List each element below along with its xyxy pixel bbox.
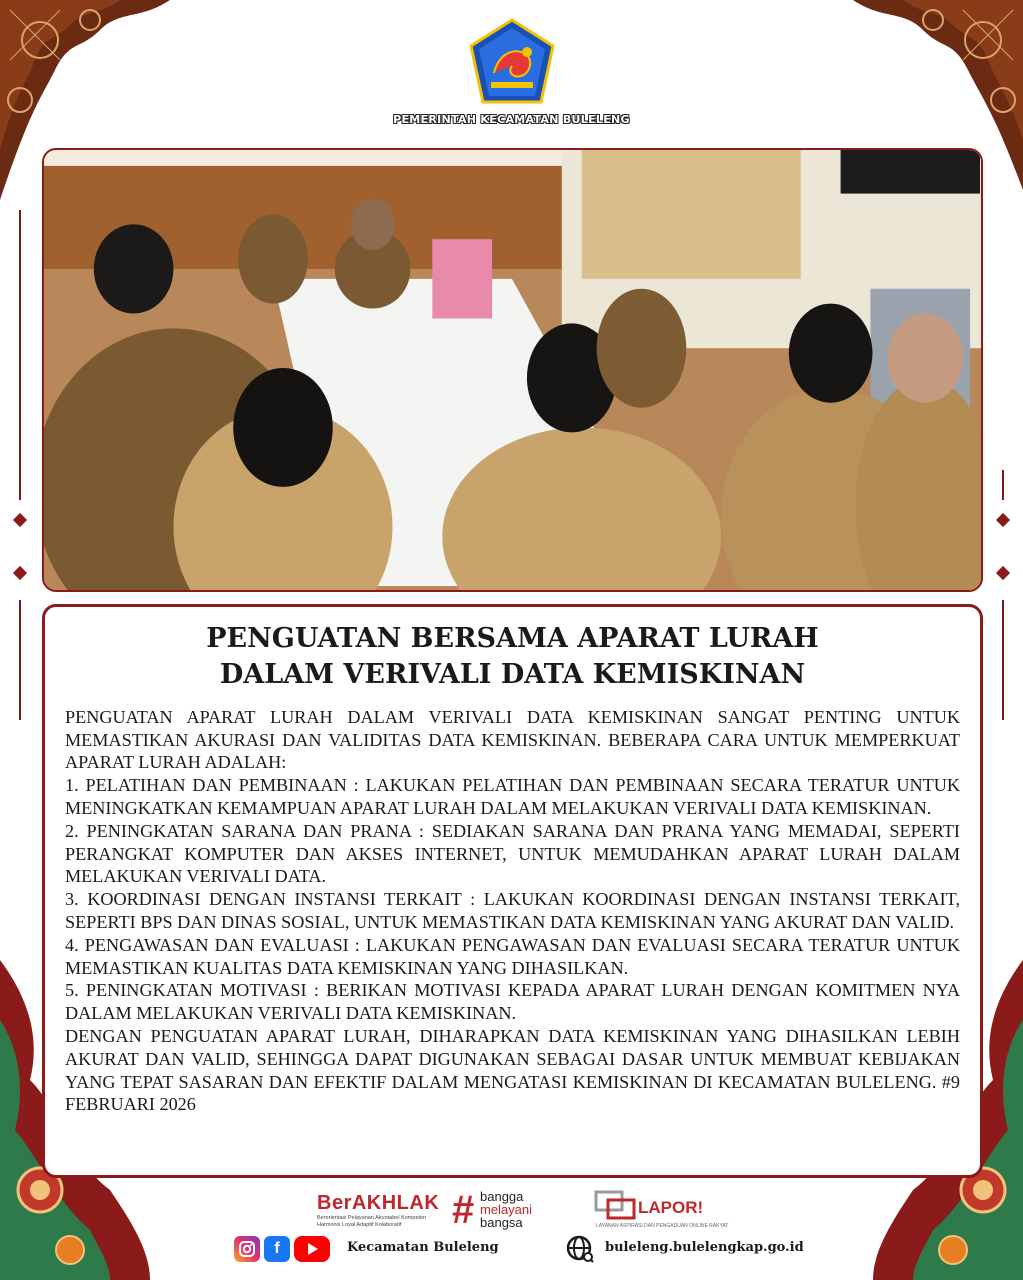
bangga-word: melayani [480,1202,533,1217]
bangga-word: bangga [480,1189,524,1204]
meeting-photo [42,148,983,592]
bangga-word: bangsa [480,1215,523,1230]
agency-name: PEMERINTAH KECAMATAN BULELENG [393,113,630,126]
diamond-ornament [13,566,27,580]
diamond-ornament [996,513,1010,527]
lapor-logo [592,1188,732,1232]
berakhlak-tagline: Berorientasi Pelayanan Akuntabel Kompeten Harmonis Loyal Adaptif Kolaboratif [317,1215,427,1228]
facebook-icon[interactable]: f [264,1236,290,1262]
article-title [65,621,960,694]
footer [0,1180,1023,1280]
article-paragraph: 2. PENINGKATAN SARANA DAN PRANA : SEDIAKAN SARANA DAN PRANA YANG MEMADAI, SEPERTI PERANGKAT KOMPUTER DAN AKSES INTERNET, UNTUK MEMUDAHKAN APARAT LURAH DALAM MELAKUKAN VERIVALI DATA. [65,820,960,887]
diamond-ornament [13,513,27,527]
website-link[interactable]: buleleng.bulelengkap.go.id [605,1240,804,1255]
globe-icon [566,1235,594,1263]
social-icons [234,1235,330,1263]
diamond-ornament [996,566,1010,580]
article-paragraph: 4. PENGAWASAN DAN EVALUASI : LAKUKAN PENGAWASAN DAN EVALUASI SECARA TERATUR UNTUK MEMASTIKAN KUALITAS DATA KEMISKINAN YANG DIHASILKAN. [65,934,960,978]
article-body [65,706,960,1116]
article-paragraph: DENGAN PENGUATAN APARAT LURAH, DIHARAPKAN DATA KEMISKINAN YANG DIHASILKAN LEBIH AKURAT DAN VALID, SEHINGGA DAPAT DIGUNAKAN SEBAGAI DASAR UNTUK MEMBUAT KEBIJAKAN YANG TEPAT SASARAN DAN EFEKTIF DALAM MENGATASI KEMISKINAN DI KECAMATAN BULELENG. #9 FEBRUARI 2026 [65,1026,960,1115]
side-divider-line [19,210,21,500]
article-paragraph: 1. PELATIHAN DAN PEMBINAAN : LAKUKAN PELATIHAN DAN PEMBINAAN SECARA TERATUR UNTUK MENINGKATKAN KEMAMPUAN APARAT LURAH DALAM MELAKUKAN VERIVALI DATA KEMISKINAN. [65,775,960,819]
side-divider-line [19,600,21,720]
hashtag-icon: # [452,1188,475,1232]
buleleng-regency-emblem-icon [469,18,555,106]
article-title-line: DALAM VERIVALI DATA KEMISKINAN [219,659,806,691]
bangga-melayani-bangsa-logo [452,1188,552,1232]
berakhlak-name: BerAKHLAK [317,1192,440,1214]
meeting-photo-illustration [44,150,981,590]
article-card [42,604,983,1178]
article-paragraph: 3. KOORDINASI DENGAN INSTANSI TERKAIT : LAKUKAN KOORDINASI DENGAN INSTANSI TERKAIT, SEPERTI BPS DAN DINAS SOSIAL, UNTUK MEMASTIKAN DATA KEMISKINAN YANG AKURAT DAN VALID. [65,889,960,933]
lapor-tagline: LAYANAN ASPIRASI DAN PENGADUAN ONLINE RAKYAT [596,1223,729,1229]
side-divider-line [1002,470,1004,500]
lapor-name: LAPOR! [638,1198,704,1217]
youtube-icon[interactable] [294,1236,330,1262]
lapor-chat-icon [594,1190,636,1222]
article-paragraph: 5. PENINGKATAN MOTIVASI : BERIKAN MOTIVASI KEPADA APARAT LURAH DENGAN KOMITMEN NYA DALAM MELAKUKAN VERIVALI DATA KEMISKINAN. [65,980,960,1024]
instagram-icon[interactable] [234,1236,260,1262]
social-handle[interactable]: Kecamatan Buleleng [347,1240,499,1255]
article-title-line: PENGUATAN BERSAMA APARAT LURAH [206,623,819,654]
berakhlak-logo [317,1192,445,1229]
side-divider-line [1002,600,1004,720]
article-paragraph: PENGUATAN APARAT LURAH DALAM VERIVALI DATA KEMISKINAN SANGAT PENTING UNTUK MEMASTIKAN AKURASI DAN VALIDITAS DATA KEMISKINAN. BEBERAPA CARA UNTUK MEMPERKUAT APARAT LURAH ADALAH: [65,706,960,773]
